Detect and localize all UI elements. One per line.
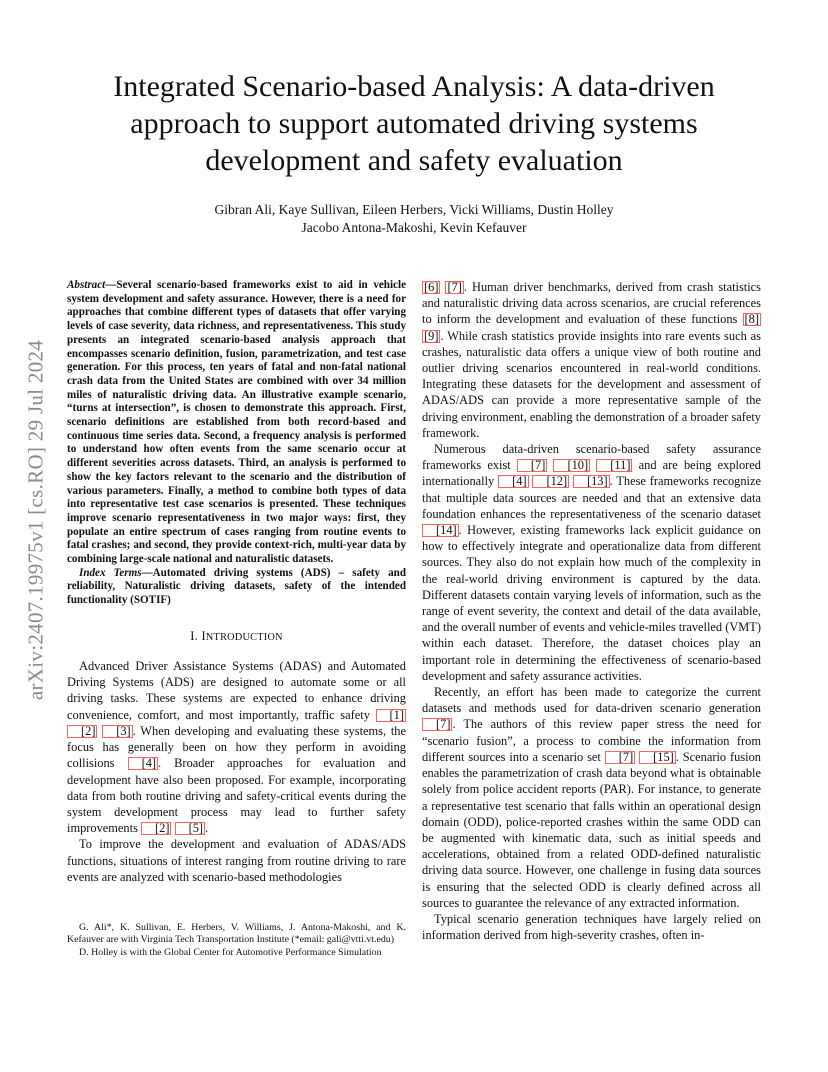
author-list — [66, 201, 762, 237]
citation-link[interactable]: [11] — [596, 459, 632, 472]
citation-link[interactable]: [7] — [605, 751, 635, 764]
citation-link[interactable]: [6] — [424, 280, 439, 294]
body-paragraph-frameworks: Numerous data-driven scenario-based safety assurance frameworks exist [7] [10] [11] and are being explored internationally [4] [12] [13] . These frameworks recognize that multiple data sources are needed and that an extensive data foundation enhances the representativeness of the scenario dataset [14] . However, existing frameworks lack explicit guidance on how to effectively integrate and operationalize data from different sources. They also do not explain how much of the complexity in the real-world driving environment is captured by the data. Different datasets contain varying levels of information, such as the range of event severity, the context and detail of the data available, and the overall number of events and vehicle-miles travelled (VMT) within each dataset. Therefore, the dataset choices play an important role in determining the effectiveness of scenario-based development and safety assurance activities. — [422, 442, 761, 683]
index-terms-text: —Automated driving systems (ADS) – safety and reliability, Naturalistic driving datasets, safety of the intended functionality (SOTIF) — [67, 566, 406, 607]
citation-link[interactable]: [4] — [498, 475, 528, 488]
intro-paragraph-1: Advanced Driver Assistance Systems (ADAS) and Automated Driving Systems (ADS) are designed to automate some or all driving tasks. These systems are expected to enhance driving convenience, comfort, and most importantly, traffic safety [1] [2] [3] . When developing and evaluating these systems, the focus has generally been on how they perform in avoiding collisions [4] . Broader approaches for evaluation and development have also been proposed. For example, incorporating data from both routine driving and safety-critical events during the system development process may lead to further safety improvements [2] [5] . — [67, 659, 406, 836]
footnote-affiliation-1: G. Ali*, K. Sullivan, E. Herbers, V. Williams, J. Antona-Makoshi, and K. Kefauver are with Virginia Tech Transportation Institute (*email: gali@vtti.vt.edu) — [67, 922, 406, 946]
footnote-affiliation-2: D. Holley is with the Global Center for Automotive Performance Simulation — [79, 946, 382, 958]
author-line-1: Gibran Ali, Kaye Sullivan, Eileen Herbers, Vicki Williams, Dustin Holley — [214, 202, 614, 217]
right-column — [422, 279, 761, 943]
citation-link[interactable]: [7] — [422, 718, 452, 731]
body-paragraph-continued: [6] [7] . Human driver benchmarks, derived from crash statistics and naturalistic driving data across scenarios, are crucial references to inform the development and evaluation of these functions [8] [9] . While crash statistics provide insights into rare events such as crashes, naturalistic data offers a unique view of both routine and outlier driving scenarios encountered in real-world conditions. Integrating these datasets for the development and assessment of ADAS/ADS can provide a more representative sample of the driving environment, enabling the demonstration of a broader safety framework. — [422, 280, 761, 440]
citation-link[interactable]: [14] — [422, 524, 459, 537]
citation-link[interactable]: [8] — [744, 312, 759, 327]
body-paragraph-generation: Typical scenario generation techniques have largely relied on information derived from high-severity crashes, often in- — [422, 911, 761, 943]
intro-paragraph-2: To improve the development and evaluation of ADAS/ADS functions, situations of interest ranging from routine driving to rare events are analyzed with scenario-based methodologies — [67, 837, 406, 884]
section-heading-introduction: I. INTRODUCTION — [190, 628, 283, 643]
body-paragraph-fusion: Recently, an effort has been made to categorize the current datasets and methods used for data-driven scenario generation [7] . The authors of this review paper stress the need for “scenario fusion”, a process to combine the information from different sources into a scenario set [7] [15] . Scenario fusion enables the parametrization of crash data beyond what is obtainable solely from police accident reports (PAR). For instance, to generate a representative test scenario that falls within an operational design domain (ODD), police-reported crashes within the same ODD can be augmented with kinematic data, such as initial speeds and accelerations, obtained from a related ODD-defined naturalistic driving data source. However, one challenge in fusing data sources is ensuring that the selected ODD is clearly defined across all sources to guarantee the relevance of any extracted information. — [422, 685, 761, 910]
arxiv-stamp: arXiv:2407.19975v1 [cs.RO] 29 Jul 2024 — [23, 339, 48, 701]
citation-link[interactable]: [10] — [553, 459, 590, 472]
citation-link[interactable]: [15] — [639, 751, 676, 764]
abstract-text: —Several scenario-based frameworks exist to aid in vehicle system development and safety assurance. However, there is a need for approaches that combine different types of datasets that offer varying levels of case severity, data richness, and representativeness. This study presents an integrated scenario-based analysis approach that encompasses scenario definition, fusion, parametrization, and test case generation. For this process, ten years of fatal and non-fatal national crash data from the United States are combined with over 34 million miles of naturalistic driving data. An illustrative example scenario, “turns at intersection”, is chosen to demonstrate this approach. First, scenario definitions are established from both record-based and continuous time series data. Second, a frequency analysis is performed to understand how often events from the same scenario occur at different severities across datasets. Third, an analysis is performed to show the key factors relevant to the scenario and the distribution of various parameters. Finally, a method to combine both types of data into representative test case scenarios is presented. These techniques improve scenario representativeness in two major ways: first, they populate an entire spectrum of cases ranging from routine events to fatal crashes; and second, they provide context-rich, multi-year data by combining large-scale national and naturalistic datasets. — [67, 279, 406, 566]
index-terms-label: Index Terms — [79, 566, 142, 579]
citation-link[interactable]: [7] — [517, 459, 547, 472]
citation-link[interactable]: [1] — [376, 709, 406, 722]
citation-link[interactable]: [12] — [532, 475, 569, 488]
index-terms — [67, 567, 406, 608]
footnotes — [67, 922, 406, 959]
citation-link[interactable]: [5] — [175, 822, 205, 835]
citation-link[interactable]: [2] — [141, 822, 171, 835]
abstract — [67, 279, 406, 567]
paper-title: Integrated Scenario-based Analysis: A data-driven approach to support automated driving systems development and safety evaluation — [113, 70, 715, 177]
citation-link[interactable]: [7] — [447, 280, 462, 294]
left-column — [67, 279, 406, 885]
citation-link[interactable]: [3] — [102, 725, 132, 738]
abstract-label: Abstract — [67, 279, 106, 291]
author-line-2: Jacobo Antona-Makoshi, Kevin Kefauver — [301, 220, 527, 235]
citation-link[interactable]: [4] — [128, 757, 158, 770]
citation-link[interactable]: [9] — [424, 328, 439, 343]
citation-link[interactable]: [13] — [573, 475, 610, 488]
citation-link[interactable]: [2] — [67, 725, 97, 738]
